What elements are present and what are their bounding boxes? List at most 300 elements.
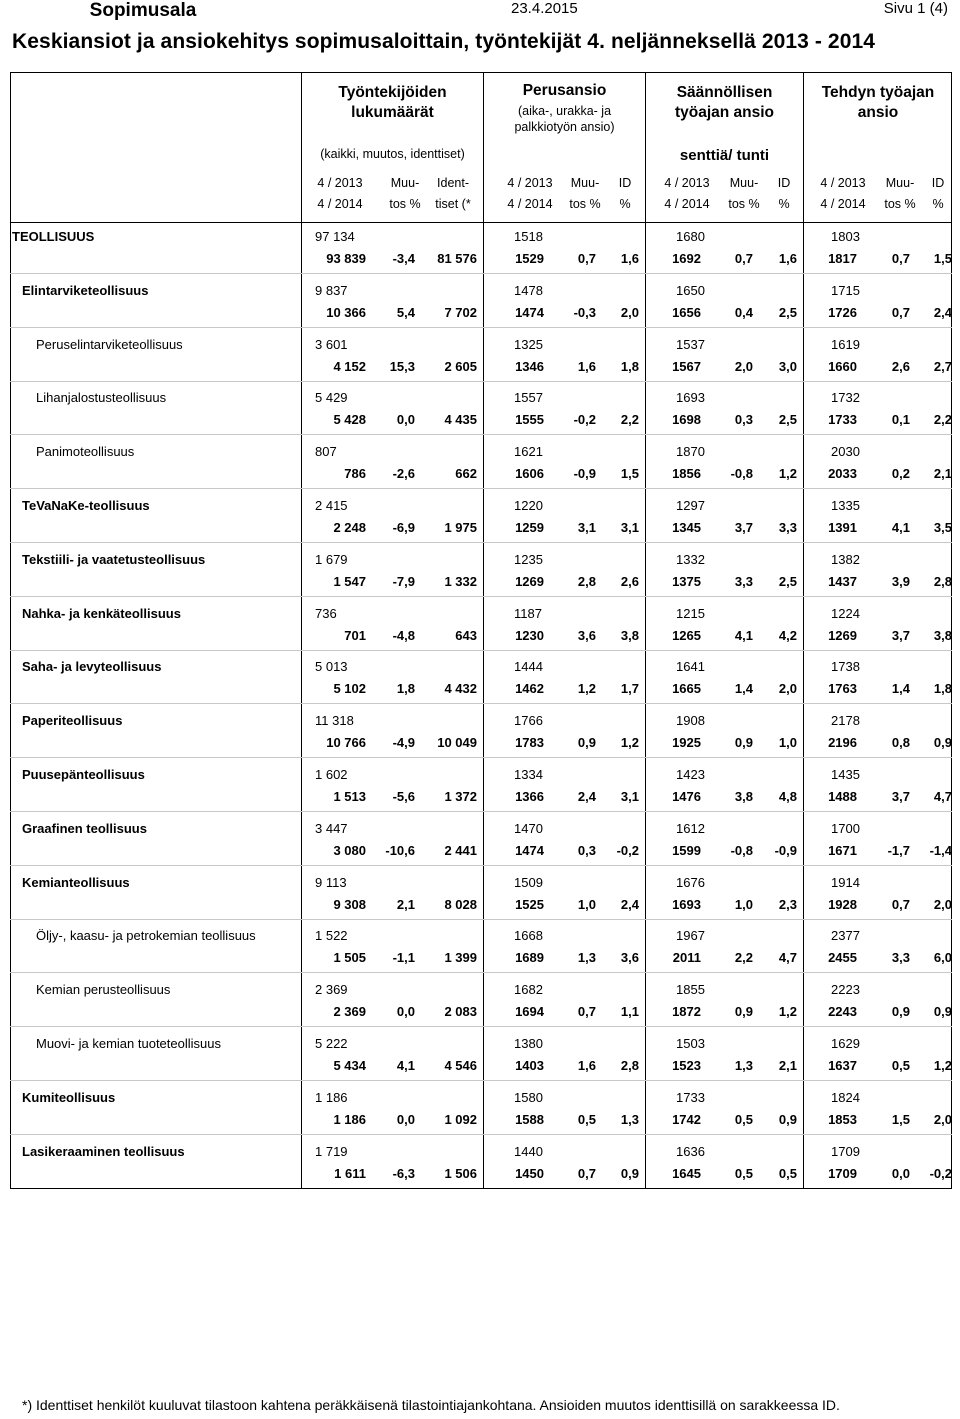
value-2014: 4,2 — [778, 627, 797, 643]
value-2014: 1366 — [515, 789, 544, 804]
value-2014: 0,9 — [891, 1004, 910, 1020]
value-2014: 4,1 — [891, 520, 910, 535]
value-2014: 1,3 — [734, 1058, 753, 1073]
value-2014: 2,4 — [620, 896, 639, 912]
value-2014: 0,7 — [891, 304, 910, 320]
value-2014: 2 083 — [444, 1004, 477, 1020]
value-2013: 1187 — [514, 605, 542, 621]
saann-id-header — [771, 173, 797, 215]
value-2013: 2030 — [831, 444, 860, 460]
value-2014: 1,4 — [891, 681, 910, 697]
page-number: Sivu 1 (4) — [883, 0, 948, 17]
value-2014: 1 332 — [444, 573, 477, 589]
row-label: Saha- ja levyteollisuus — [22, 659, 162, 675]
value-2014: 2,2 — [734, 950, 753, 966]
value-2014: 7 702 — [444, 304, 477, 320]
value-2014: 0,3 — [577, 842, 596, 858]
value-2014: 1,2 — [620, 735, 639, 751]
value-2014: 2,1 — [778, 1058, 797, 1073]
value-2014: 5,4 — [396, 304, 415, 320]
workers-header — [302, 83, 483, 123]
value-2014: -0,9 — [774, 842, 797, 858]
value-2013: 1 522 — [315, 928, 348, 944]
value-2014: 1,5 — [933, 251, 952, 266]
value-2014: 0,9 — [778, 1111, 797, 1127]
value-2014: 2,2 — [620, 412, 639, 428]
footnote: *) Identtiset henkilöt kuuluvat tilastoon kahtena peräkkäisenä tilastointiajankohtana. Ansioiden muutos identtisillä on sarakkeessa ID. — [22, 1397, 840, 1413]
value-2013: 1908 — [676, 713, 705, 729]
value-2014: 2,0 — [734, 358, 753, 374]
value-2014: 1476 — [672, 789, 701, 804]
value-2014: 1,5 — [891, 1111, 910, 1127]
value-2014: 2 605 — [444, 358, 477, 374]
saann-change-header — [719, 173, 769, 215]
value-2014: 4 546 — [444, 1058, 477, 1073]
value-2014: 1656 — [672, 304, 701, 320]
value-2013: 1580 — [514, 1089, 543, 1105]
value-2014: 0,9 — [933, 1004, 952, 1020]
value-2014: 1606 — [515, 466, 544, 482]
value-2014: 3,1 — [620, 789, 639, 804]
value-2014: 0,4 — [734, 304, 753, 320]
value-2013: 1914 — [831, 874, 860, 890]
value-2013: 1641 — [676, 659, 705, 675]
value-2014: 3,3 — [734, 573, 753, 589]
value-2014: 1525 — [515, 896, 544, 912]
page-title: Keskiansiot ja ansiokehitys sopimusaloittain, työntekijät 4. neljänneksellä 2013 - 2014 — [12, 30, 876, 53]
value-2014: -0,3 — [573, 304, 596, 320]
period-2014: 4 / 2014 — [507, 197, 553, 211]
value-2014: 6,0 — [933, 950, 952, 966]
value-2014: 10 366 — [326, 304, 366, 320]
value-2013: 1470 — [514, 820, 543, 836]
value-2014: 2,4 — [933, 304, 952, 320]
value-2014: 3 080 — [333, 842, 366, 858]
value-2014: 2,8 — [933, 573, 952, 589]
value-2013: 1334 — [514, 767, 543, 782]
value-2014: 9 308 — [333, 896, 366, 912]
value-2014: 2,0 — [778, 681, 797, 697]
value-2014: 2,2 — [933, 412, 952, 428]
value-2014: -0,2 — [929, 1165, 952, 1181]
value-2014: -1,4 — [929, 842, 952, 858]
value-2013: 3 447 — [315, 820, 348, 836]
row-label: Kemian perusteollisuus — [36, 982, 171, 998]
change-unit: tos % — [728, 197, 760, 211]
value-2014: 1,8 — [396, 681, 415, 697]
value-2014: 4 432 — [444, 681, 477, 697]
value-2014: 1437 — [828, 573, 857, 589]
value-2013: 1537 — [676, 336, 705, 352]
value-2014: 1692 — [672, 251, 701, 266]
value-2014: 0,8 — [891, 735, 910, 751]
value-2014: 1637 — [828, 1058, 857, 1073]
value-2013: 1967 — [676, 928, 705, 944]
tehdyn-header — [804, 83, 952, 123]
value-2014: -3,4 — [392, 251, 415, 266]
value-2014: 1588 — [515, 1111, 544, 1127]
tehdyn-title-line2: ansio — [857, 104, 899, 121]
row-divider — [10, 1026, 952, 1027]
value-2013: 9 113 — [315, 874, 347, 890]
value-2013: 1518 — [514, 229, 543, 244]
value-2014: 1,0 — [778, 735, 797, 751]
value-2013: 1 719 — [315, 1143, 348, 1159]
value-2014: 0,5 — [734, 1111, 753, 1127]
value-2014: 701 — [344, 627, 366, 643]
value-2014: 0,5 — [778, 1165, 797, 1181]
period-2013: 4 / 2013 — [664, 176, 710, 190]
change-unit: tos % — [389, 197, 421, 211]
row-label: Graafinen teollisuus — [22, 820, 147, 836]
value-2014: -7,9 — [392, 573, 415, 589]
value-2013: 2 415 — [315, 498, 348, 513]
value-2014: 1523 — [672, 1058, 701, 1073]
change-unit: tos % — [569, 197, 601, 211]
workers-period-header — [305, 173, 375, 215]
period-2013: 4 / 2013 — [507, 176, 553, 190]
value-2013: 1629 — [831, 1036, 860, 1051]
id-unit: % — [932, 197, 944, 211]
value-2014: 5 102 — [333, 681, 366, 697]
value-2014: 1726 — [828, 304, 857, 320]
value-2013: 1612 — [676, 820, 705, 836]
value-2013: 1682 — [514, 982, 543, 998]
value-2014: 4 435 — [444, 412, 477, 428]
value-2013: 1 602 — [315, 767, 348, 782]
value-2014: 1 975 — [444, 520, 477, 535]
value-2014: 4 152 — [333, 358, 366, 374]
row-divider — [10, 542, 952, 543]
value-2013: 9 837 — [315, 282, 348, 298]
value-2014: 1391 — [828, 520, 857, 535]
value-2014: 1474 — [515, 304, 544, 320]
value-2014: -6,9 — [392, 520, 415, 535]
value-2014: 0,3 — [734, 412, 753, 428]
saann-header — [646, 83, 803, 123]
value-2013: 1700 — [831, 820, 860, 836]
period-2014: 4 / 2014 — [317, 197, 363, 211]
value-2014: 3,7 — [891, 789, 910, 804]
value-2014: 0,9 — [734, 1004, 753, 1020]
perus-id-header — [612, 173, 638, 215]
value-2014: 93 839 — [326, 251, 366, 266]
value-2014: 10 766 — [326, 735, 366, 751]
value-2013: 1444 — [514, 659, 543, 675]
row-divider — [10, 1080, 952, 1081]
id-label: ID — [777, 176, 791, 190]
change-label: Muu- — [885, 176, 915, 190]
value-2014: 1375 — [672, 573, 701, 589]
value-2014: 3,8 — [734, 789, 753, 804]
value-2014: -10,6 — [385, 842, 415, 858]
value-2014: 1 513 — [333, 789, 366, 804]
value-2014: 0,7 — [891, 251, 910, 266]
value-2014: 2,3 — [778, 896, 797, 912]
row-label: TeVaNaKe-teollisuus — [22, 498, 150, 513]
row-label: Lihanjalostusteollisuus — [36, 390, 167, 406]
row-label: Puusepänteollisuus — [22, 767, 145, 782]
change-label: Muu- — [390, 176, 420, 190]
value-2014: 8 028 — [444, 896, 477, 912]
value-2014: -0,9 — [573, 466, 596, 482]
value-2014: 1599 — [672, 842, 701, 858]
value-2014: 3,9 — [891, 573, 910, 589]
value-2014: 0,7 — [577, 251, 596, 266]
value-2013: 1440 — [514, 1143, 543, 1159]
change-unit: tos % — [884, 197, 916, 211]
value-2014: 3,8 — [933, 627, 952, 643]
value-2013: 1335 — [831, 498, 860, 513]
value-2014: 3,5 — [933, 520, 952, 535]
value-2014: 1817 — [828, 251, 857, 266]
value-2014: 5 434 — [333, 1058, 366, 1073]
value-2013: 1220 — [514, 498, 543, 513]
value-2014: 1403 — [515, 1058, 544, 1073]
workers-change-header — [380, 173, 430, 215]
value-2014: 0,5 — [891, 1058, 910, 1073]
value-2014: 1,0 — [577, 896, 596, 912]
value-2014: 643 — [455, 627, 477, 643]
value-2013: 2223 — [831, 982, 860, 998]
value-2013: 1715 — [831, 282, 860, 298]
value-2013: 1509 — [514, 874, 543, 890]
value-2013: 1709 — [831, 1143, 860, 1159]
value-2014: 1733 — [828, 412, 857, 428]
value-2014: 4,1 — [734, 627, 753, 643]
row-divider — [10, 865, 952, 866]
value-2014: 2,5 — [778, 412, 797, 428]
value-2014: 3,6 — [577, 627, 596, 643]
value-2014: -5,6 — [392, 789, 415, 804]
id-label: ID — [618, 176, 632, 190]
value-2013: 1 679 — [315, 551, 348, 567]
value-2013: 1325 — [514, 336, 543, 352]
perus-subtitle — [484, 103, 645, 135]
period-2014: 4 / 2014 — [820, 197, 866, 211]
sopimusala-header: Sopimusala — [89, 0, 197, 21]
value-2014: -0,8 — [730, 466, 753, 482]
value-2014: 1,2 — [778, 1004, 797, 1020]
value-2014: 1462 — [515, 681, 544, 697]
value-2014: 1 186 — [333, 1111, 366, 1127]
value-2014: 2,1 — [933, 466, 952, 482]
value-2014: 1856 — [672, 466, 701, 482]
value-2014: 1 547 — [333, 573, 366, 589]
value-2014: 2 369 — [333, 1004, 366, 1020]
row-divider — [10, 811, 952, 812]
row-divider — [10, 434, 952, 435]
value-2014: 0,0 — [891, 1165, 910, 1181]
value-2014: 1,6 — [778, 251, 797, 266]
value-2014: 1,3 — [620, 1111, 639, 1127]
value-2014: 15,3 — [389, 358, 415, 374]
row-divider — [10, 757, 952, 758]
value-2014: -2,6 — [392, 466, 415, 482]
value-2014: 1872 — [672, 1004, 701, 1020]
row-label: Elintarviketeollisuus — [22, 282, 149, 298]
row-label: Panimoteollisuus — [36, 444, 135, 460]
value-2014: -1,1 — [392, 950, 415, 966]
value-2013: 1380 — [514, 1036, 543, 1051]
row-divider — [10, 919, 952, 920]
row-label: Kemianteollisuus — [22, 874, 130, 890]
row-divider — [10, 596, 952, 597]
value-2014: 1853 — [828, 1111, 857, 1127]
value-2014: 1693 — [672, 896, 701, 912]
value-2014: 3,1 — [577, 520, 596, 535]
value-2014: -0,8 — [730, 842, 753, 858]
value-2014: 4,8 — [778, 789, 797, 804]
row-label: TEOLLISUUS — [12, 229, 95, 244]
value-2014: -4,9 — [392, 735, 415, 751]
value-2014: 2243 — [828, 1004, 857, 1020]
row-label: Kumiteollisuus — [22, 1089, 116, 1105]
value-2013: 1855 — [676, 982, 705, 998]
value-2014: 1529 — [515, 251, 544, 266]
value-2014: 1,3 — [577, 950, 596, 966]
value-2014: 0,2 — [891, 466, 910, 482]
saann-title-line1: Säännöllisen — [676, 84, 773, 101]
value-2014: 1269 — [515, 573, 544, 589]
value-2014: 1 372 — [444, 789, 477, 804]
value-2014: 2,8 — [577, 573, 596, 589]
value-2014: 3,3 — [891, 950, 910, 966]
row-label: Peruselintarviketeollisuus — [36, 336, 183, 352]
value-2013: 1423 — [676, 767, 705, 782]
row-label: Tekstiili- ja vaatetusteollisuus — [22, 551, 206, 567]
value-2013: 1732 — [831, 390, 860, 406]
saann-title-line2: työajan ansio — [674, 104, 775, 121]
value-2014: 1 399 — [444, 950, 477, 966]
value-2013: 1676 — [676, 874, 705, 890]
value-2013: 1680 — [676, 229, 705, 244]
value-2014: 3,6 — [620, 950, 639, 966]
value-2014: 2 248 — [333, 520, 366, 535]
row-divider — [10, 1134, 952, 1135]
value-2014: 786 — [344, 466, 366, 482]
value-2013: 2377 — [831, 928, 860, 944]
value-2014: 1928 — [828, 896, 857, 912]
row-divider — [10, 488, 952, 489]
value-2013: 1803 — [831, 229, 860, 244]
value-2013: 1435 — [831, 767, 860, 782]
value-2014: 0,9 — [620, 1165, 639, 1181]
value-2014: -1,7 — [887, 842, 910, 858]
value-2014: 0,7 — [577, 1004, 596, 1020]
value-2014: 0,0 — [396, 412, 415, 428]
value-2013: 1693 — [676, 390, 705, 406]
value-2013: 1557 — [514, 390, 543, 406]
value-2014: 2,1 — [396, 896, 415, 912]
value-2014: 2011 — [672, 950, 701, 966]
value-2013: 1224 — [831, 605, 860, 621]
value-2013: 1621 — [514, 444, 543, 460]
row-divider — [10, 327, 952, 328]
value-2013: 1650 — [676, 282, 705, 298]
value-2014: 1671 — [828, 842, 857, 858]
value-2014: 1709 — [828, 1165, 857, 1181]
value-2014: 0,7 — [891, 896, 910, 912]
perus-change-header — [560, 173, 610, 215]
value-2013: 1738 — [831, 659, 860, 675]
unit-label: senttiä/ tunti — [679, 147, 770, 164]
tehdyn-title-line1: Tehdyn työajan — [821, 84, 935, 101]
value-2014: 1 611 — [334, 1165, 366, 1181]
value-2014: 2,0 — [933, 1111, 952, 1127]
value-2013: 1619 — [831, 336, 860, 352]
value-2014: 1 506 — [444, 1165, 477, 1181]
value-2014: 1763 — [828, 681, 857, 697]
value-2014: 3,8 — [620, 627, 639, 643]
header-divider — [10, 222, 952, 223]
value-2014: 1660 — [828, 358, 857, 374]
value-2014: 4,1 — [396, 1058, 415, 1073]
value-2013: 5 222 — [315, 1036, 348, 1051]
value-2013: 5 013 — [315, 659, 348, 675]
value-2014: 1,8 — [933, 681, 952, 697]
tehdyn-change-header — [875, 173, 925, 215]
value-2013: 1636 — [676, 1143, 705, 1159]
period-2013: 4 / 2013 — [317, 176, 363, 190]
value-2014: 1689 — [515, 950, 544, 966]
change-label: Muu- — [570, 176, 600, 190]
row-label: Paperiteollisuus — [22, 713, 123, 729]
value-2013: 2178 — [831, 713, 860, 729]
value-2014: 1 505 — [333, 950, 366, 966]
workers-ident-header — [428, 173, 478, 215]
value-2014: -4,8 — [392, 627, 415, 643]
value-2014: 1,2 — [577, 681, 596, 697]
value-2014: 1,6 — [577, 1058, 596, 1073]
value-2013: 1766 — [514, 713, 543, 729]
value-2014: 0,0 — [396, 1004, 415, 1020]
value-2014: 0,5 — [734, 1165, 753, 1181]
value-2014: 1,1 — [620, 1004, 639, 1020]
id-unit: % — [619, 197, 631, 211]
value-2013: 736 — [315, 605, 337, 621]
ident-label: Ident- — [437, 176, 469, 190]
value-2014: 1,6 — [620, 251, 639, 266]
row-divider — [10, 381, 952, 382]
period-2013: 4 / 2013 — [820, 176, 866, 190]
value-2014: 1265 — [672, 627, 701, 643]
value-2014: -0,2 — [616, 842, 639, 858]
ident-unit: tiset (* — [435, 197, 471, 211]
value-2014: 2,6 — [891, 358, 910, 374]
value-2013: 807 — [315, 444, 337, 460]
value-2014: 1230 — [515, 627, 544, 643]
value-2013: 1235 — [514, 551, 543, 567]
column-divider — [483, 72, 484, 1189]
id-label: ID — [931, 176, 945, 190]
value-2014: 1,4 — [734, 681, 753, 697]
workers-title-line2: lukumäärät — [351, 104, 434, 121]
value-2014: 662 — [455, 466, 477, 482]
value-2014: 0,9 — [577, 735, 596, 751]
period-2014: 4 / 2014 — [664, 197, 710, 211]
value-2014: 1555 — [515, 412, 544, 428]
value-2014: 1488 — [828, 789, 857, 804]
value-2014: 1,6 — [577, 358, 596, 374]
value-2014: 2,0 — [620, 304, 639, 320]
saann-period-header — [652, 173, 722, 215]
value-2014: 1698 — [672, 412, 701, 428]
value-2014: 2,7 — [933, 358, 952, 374]
value-2013: 11 318 — [315, 713, 354, 729]
value-2014: 1694 — [515, 1004, 544, 1020]
perus-subtitle-line2: palkkiotyön ansio) — [514, 120, 615, 134]
